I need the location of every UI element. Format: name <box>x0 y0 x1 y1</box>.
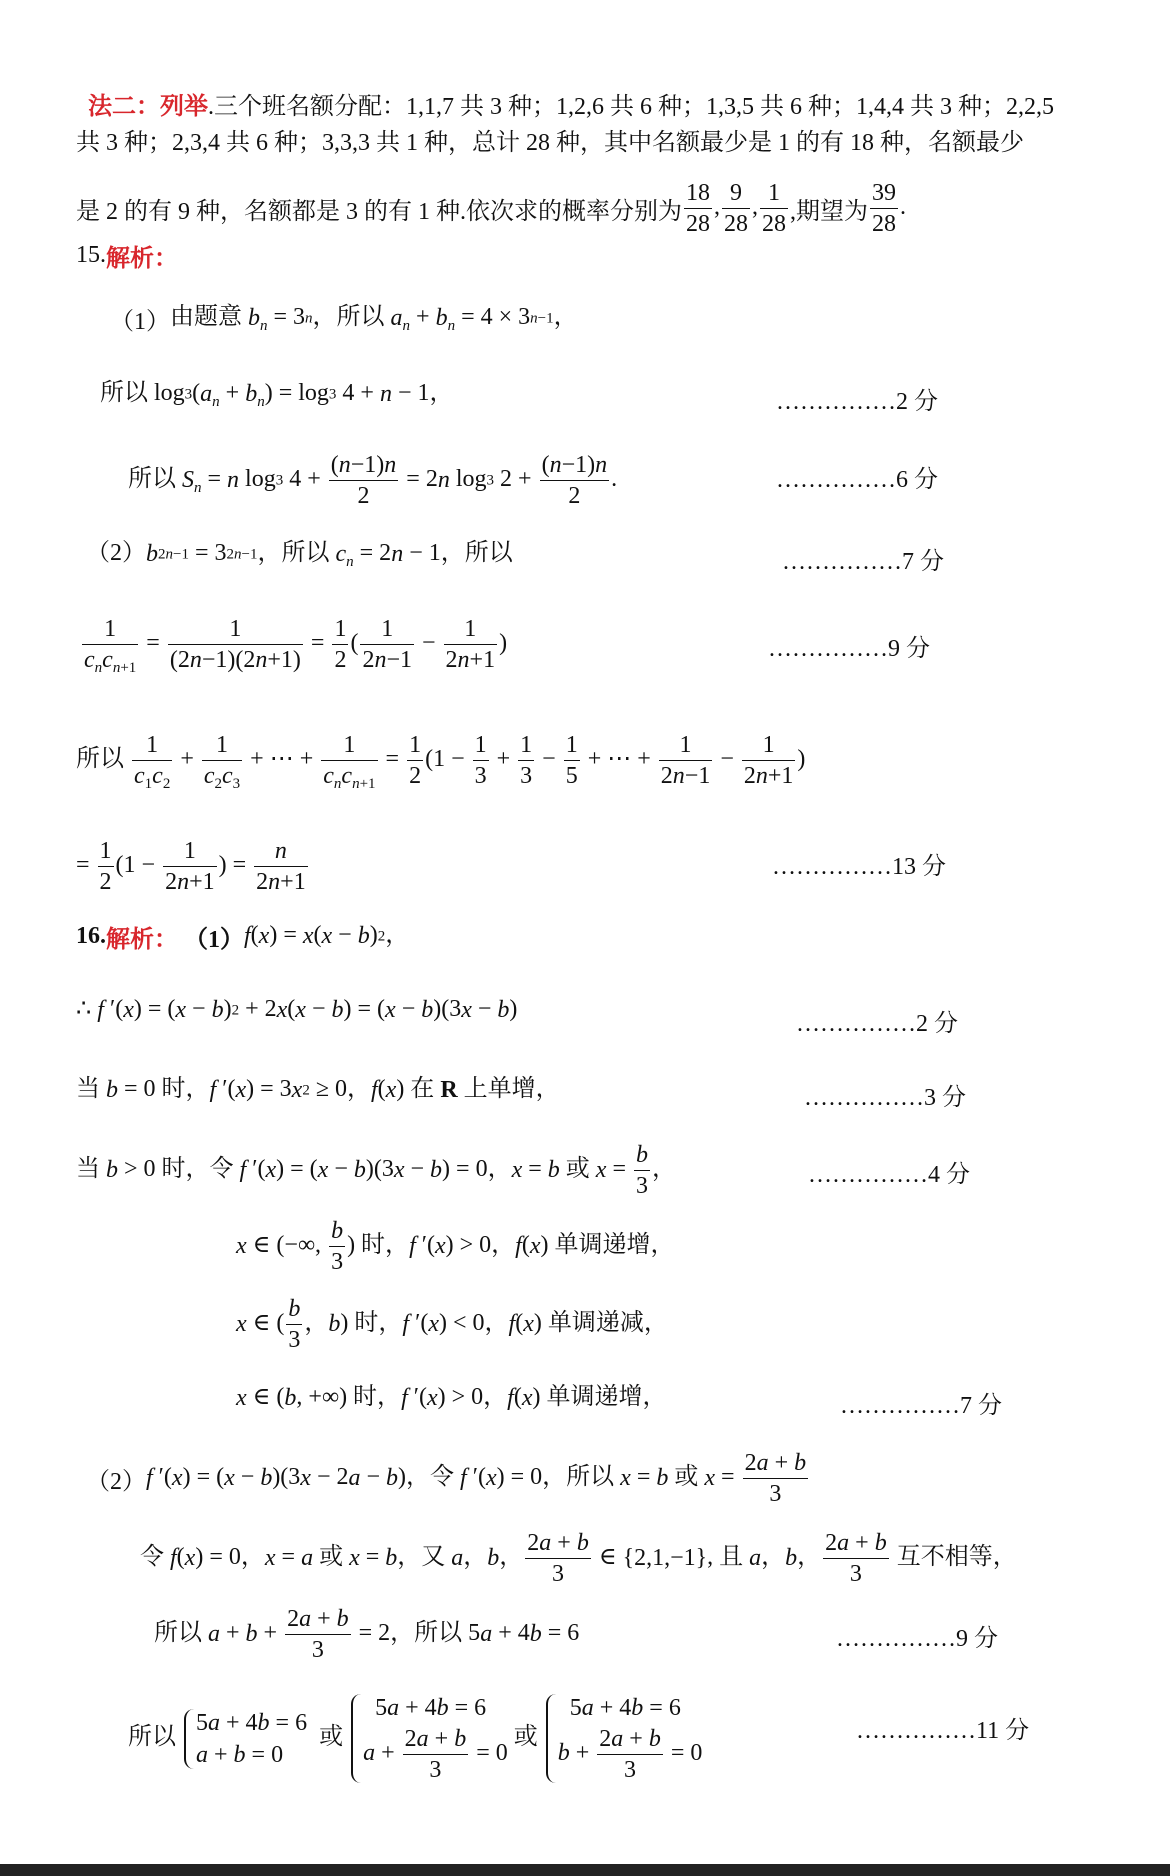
score-label: ……………4 分 <box>808 1162 970 1188</box>
q15-part2-line4: = $\frac{1}{2}$ (1 − $\frac{1}{2n+1}$ ) = $\frac{n}{2n+1}$ <box>76 838 306 895</box>
q15-line2: 所以 $\log 3(a_n + b_n) = \log 3$ 4 + n − 1， <box>100 380 454 410</box>
method2-line1: 法二：列举.三个班名额分配：1,1,7 共 3 种；1,2,6 共 6 种；1,3,5 共 6 种；1,4,4 共 3 种；2,2,5 <box>88 94 1054 120</box>
q15-heading: 15.解析： <box>76 242 178 272</box>
q16-heading: 16.解析： （1）f(x) = x(x − b)2， <box>76 922 410 953</box>
q16-line2: 当 b = 0 时，f ′(x) = 3x2 ≥ 0，f(x) 在 R 上单增， <box>76 1076 560 1103</box>
method2-line3: 是 2 的有 9 种，名额都是 3 的有 1 种.依次求的概率分别为 $\frac{18}{28}$ , $\frac{9}{28}$ , $\frac{1}{28}$ ,期望为 $\frac{39}{28}$ . <box>76 180 906 237</box>
score-label: ……………9 分 <box>768 636 930 662</box>
q15-part2-line3: 所以 $\frac{1}{c_1c_2}$ + $\frac{1}{c_2c_3}$ + ⋯ + 1 $c_nc_{n+1}$ = $\frac{1}{2}$ (1 − $\frac{1}{3}$ + $\frac{1}{3}$ − $\frac{1}{5}$ + ⋯ + $\frac{1}{2n-1}$ − $\frac{1}{2n+1}$ ) <box>76 732 806 792</box>
score-label: ……………13 分 <box>772 854 946 880</box>
q15-line1: （1）由题意 $b_n = 3n$，所以 $a_n + b_n = 4 \times 3n-1$， <box>110 304 578 335</box>
prob-fraction: $\frac{18}{28}$ <box>686 180 710 237</box>
q16-line6: x ∈ (b, +∞) 时，f ′(x) > 0，f(x) 单调递增， <box>236 1384 667 1411</box>
q16-line5: x ∈ ( $\frac{b}{3}$ ，b) 时，f ′(x) < 0，f(x) 单调递减， <box>236 1296 668 1353</box>
q16-part2-line4: 所以 5a + 4b = 6 a + b = 0 或 5a + 4b = 6 a + $\frac{2a + b}{3}$ = 0 或 5a + 4b = 6 b + $\frac{2a + b}{3}$ = 0 <box>128 1692 702 1788</box>
equation-system: 5a + 4b = 6 a + b = 0 <box>182 1707 307 1771</box>
q15-line3: 所以 $S_n = n$ log3 4 + $\frac{(n-1)n}{2}$ = 2n log3 2 + $\frac{(n-1)n}{2}$ . <box>128 452 618 509</box>
score-label: ……………2 分 <box>776 389 938 415</box>
q16-line3: 当 b > 0 时，令 f ′(x) = (x − b)(3x − b) = 0，x = b 或 x = $\frac{b}{3}$ ， <box>76 1142 676 1199</box>
q16-line1: ∴ f ′(x) = (x − b)2 + 2x(x − b) = (x − b)(3x − b) <box>76 996 518 1023</box>
expectation-fraction: $\frac{39}{28}$ <box>872 180 896 237</box>
q15-part2-line2: 1 $c_nc_{n+1}$ = $\frac{1}{(2n-1)(2n+1)}$ = $\frac{1}{2}$ ( $\frac{1}{2n-1}$ − $\frac{1}{2n+1}$ ) <box>84 616 508 676</box>
prob-fraction: $\frac{9}{28}$ <box>724 180 748 237</box>
equation-system: 5a + 4b = 6 b + $\frac{2a + b}{3}$ = 0 <box>544 1692 703 1785</box>
score-label: ……………9 分 <box>836 1626 998 1652</box>
equation-system: 5a + 4b = 6 a + $\frac{2a + b}{3}$ = 0 <box>349 1692 508 1785</box>
score-label: ……………3 分 <box>804 1085 966 1111</box>
score-label: ……………7 分 <box>840 1393 1002 1419</box>
q16-line4: x ∈ (−∞, $\frac{b}{3}$ ) 时，f ′(x) > 0，f(x) 单调递增， <box>236 1218 675 1275</box>
q15-part2-line1: （2）b2n−1 = 32n−1，所以 $c_n = 2n - 1$，所以 <box>86 540 513 570</box>
score-label: ……………11 分 <box>856 1718 1030 1744</box>
prob-fraction: $\frac{1}{28}$ <box>762 180 786 237</box>
q16-part2-line3: 所以 a + b + $\frac{2a + b}{3}$ = 2，所以 5a + 4b = 6 <box>154 1606 580 1663</box>
q16-part2-line2: 令 f(x) = 0，x = a 或 x = b，又 a，b， $\frac{2a + b}{3}$ ∈ {2,1,−1}, 且 a，b， $\frac{2a + b}{3}$ 互不相等， <box>140 1530 1017 1587</box>
score-label: ……………7 分 <box>782 549 944 575</box>
score-label: ……………2 分 <box>796 1011 958 1037</box>
score-label: ……………6 分 <box>776 467 938 493</box>
method2-line2: 共 3 种；2,3,4 共 6 种；3,3,3 共 1 种，总计 28 种，其中名额最少是 1 的有 18 种，名额最少 <box>76 130 1024 156</box>
q16-part2-line1: （2）f ′(x) = (x − b)(3x − 2a − b)，令 f ′(x) = 0，所以 x = b 或 x = $\frac{2a + b}{3}$ <box>86 1450 807 1507</box>
page-bottom-border <box>0 1864 1170 1876</box>
method2-heading: 法二：列举 <box>88 94 208 120</box>
